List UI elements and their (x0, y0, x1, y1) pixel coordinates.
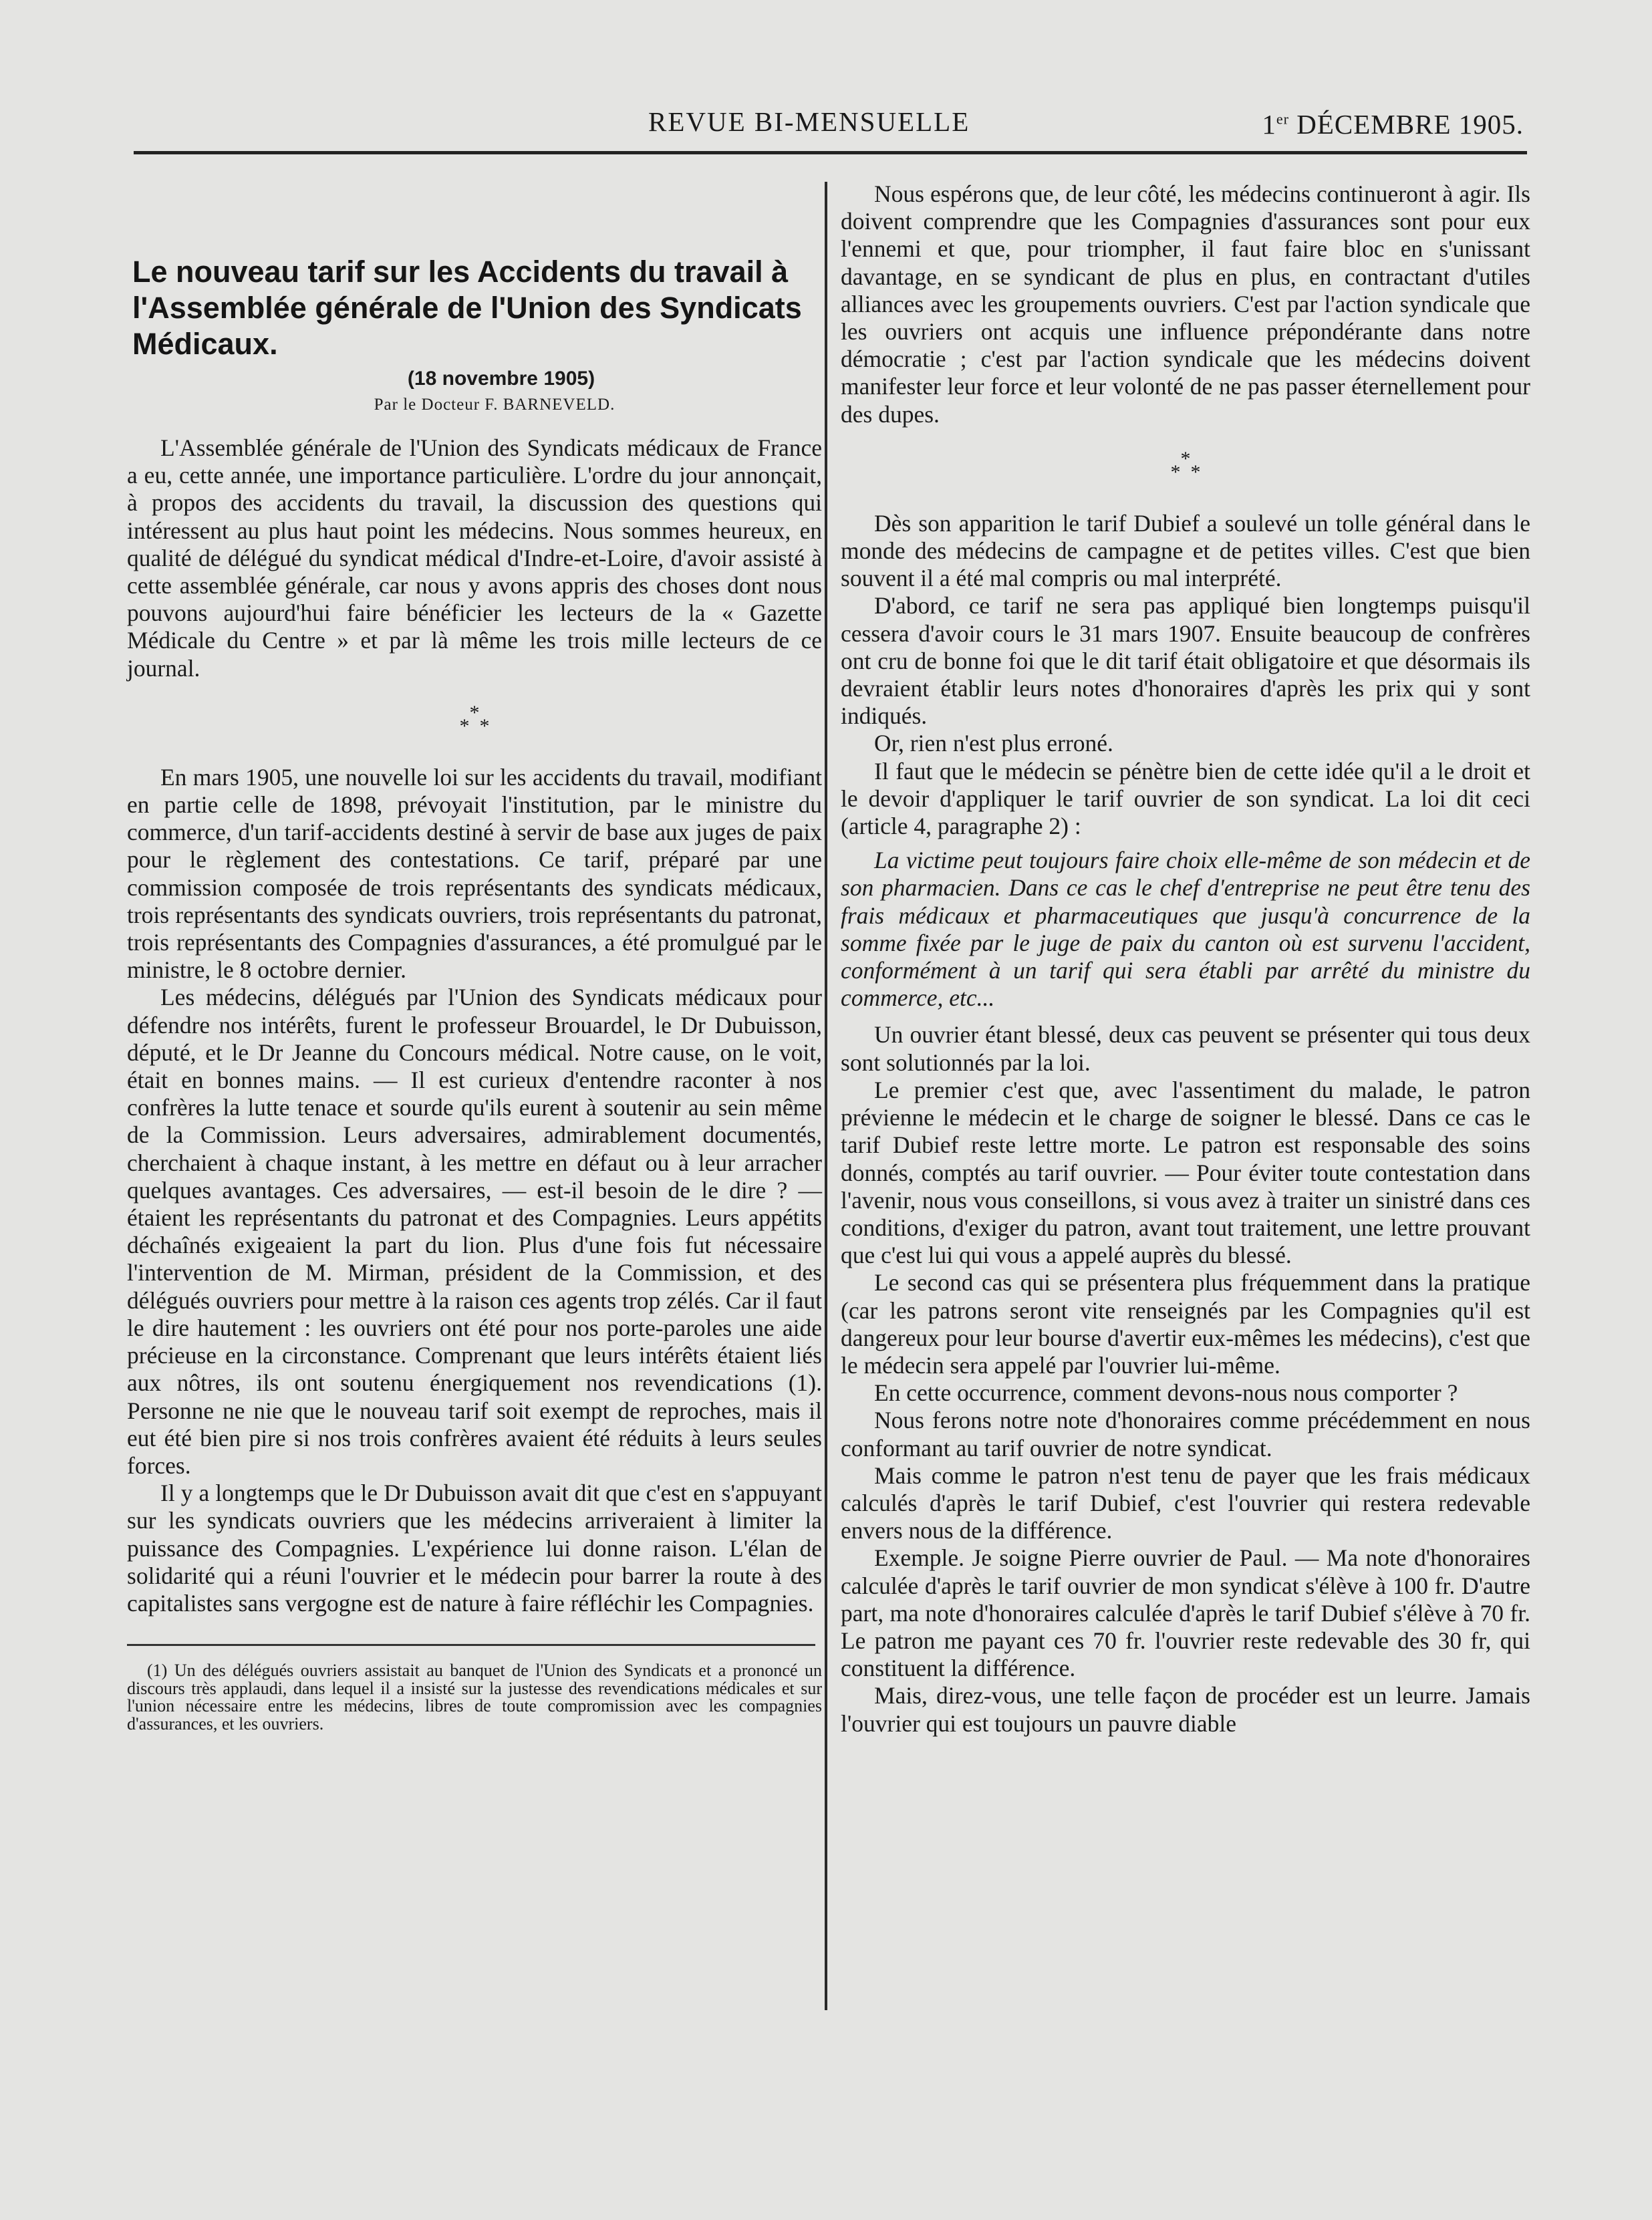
left-column (127, 180, 822, 1733)
paragraph: En mars 1905, une nouvelle loi sur les accidents du travail, modifiant en partie celle de 1898, prévoyait l'institution, par le ministre du commerce, d'un tarif-accidents destiné à servir de base aux juges de paix pour le règlement des contestations. Ce tarif, préparé par une commission composée de trois représentants des syndicats médicaux, trois représentants des syndicats ouvriers, trois représentants du patronat, trois représentants des Compagnies d'assurances, a été promulgué par le ministre, le 8 octobre dernier. (127, 763, 822, 984)
paragraph: Mais, direz-vous, une telle façon de procéder est un leurre. Jamais l'ouvrier qui est toujours un pauvre diable (841, 1682, 1530, 1737)
asterism: * * * (459, 701, 490, 737)
footnote-rule (127, 1644, 815, 1646)
paragraph: D'abord, ce tarif ne sera pas appliqué bien longtemps puisqu'il cessera d'avoir cours le 31 mars 1907. Ensuite beaucoup de confrères ont cru de bonne foi que le dit tarif était obligatoire et que désormais ils devraient établir leurs notes d'honoraires d'après les prix qui y sont indiqués. (841, 592, 1530, 730)
law-quote: La victime peut toujours faire choix elle-même de son médecin et de son pharmacien. Dans ce cas le chef d'entreprise ne peut être tenu des frais médicaux et pharmaceutiques que jusqu'à concurrence de la somme fixée par le juge de paix du canton où est survenu l'accident, conformément à un tarif qui sera établi par arrêté du ministre du commerce, etc... (841, 847, 1530, 1012)
paragraph: Dès son apparition le tarif Dubief a soulevé un tolle général dans le monde des médecins de campagne et de petites villes. C'est que bien souvent il a été mal compris ou mal interprété. (841, 509, 1530, 592)
paragraph: Exemple. Je soigne Pierre ouvrier de Paul. — Ma note d'honoraires calculée d'après le tarif ouvrier de mon syndicat s'élève à 100 fr. D'autre part, ma note d'honoraires calculée d'après le tarif Dubief s'élève à 70 fr. Le patron me payant ces 70 fr. l'ouvrier reste redevable des 30 fr, qui constituent la différence. (841, 1544, 1530, 1682)
paragraph: Nous ferons notre note d'honoraires comme précédemment en nous conformant au tarif ouvrier de notre syndicat. (841, 1407, 1530, 1462)
article-byline: Par le Docteur F. BARNEVELD. (374, 396, 615, 414)
column-divider (825, 182, 827, 2010)
asterism: * * * (1170, 447, 1201, 483)
paragraph: Le premier c'est que, avec l'assentiment du malade, le patron prévienne le médecin et le charge de soigner le blessé. Dans ce cas le tarif Dubief reste lettre morte. Le patron est responsable des soins donnés, comptés au tarif ouvrier. — Pour éviter toute contestation dans l'avenir, nous vous conseillons, si vous avez à traiter un sinistré dans ces conditions, d'exiger du patron, avant tout traitement, une lettre prouvant que c'est lui qui vous a appelé auprès du blessé. (841, 1076, 1530, 1269)
paragraph: Il y a longtemps que le Dr Dubuisson avait dit que c'est en s'appuyant sur les syndicats ouvriers que les médecins arriveraient à limiter la puissance des Compagnies. L'expérience lui donne raison. L'élan de solidarité qui a réuni l'ouvrier et le médecin pour barrer la route à des capitalistes sans vergogne est de nature à faire réfléchir les Compagnies. (127, 1480, 822, 1617)
paragraph: Mais comme le patron n'est tenu de payer que les frais médicaux calculés d'après le tarif Dubief, c'est l'ouvrier qui restera redevable envers nous de la différence. (841, 1462, 1530, 1544)
footnote: (1) Un des délégués ouvriers assistait au banquet de l'Union des Syndicats et a prononcé un discours très applaudi, dans lequel il a insisté sur la justesse des revendications médicales et sur l'union nécessaire entre les médecins, libres de toute compromission avec les compagnies d'assurances, et les ouvriers. (127, 1661, 822, 1733)
paragraph: Le second cas qui se présentera plus fréquemment dans la pratique (car les patrons seront vite renseignés par les Compagnies qu'il est dangereux pour leur bourse d'avertir eux-mêmes les médecins), c'est que le médecin sera appelé par l'ouvrier lui-même. (841, 1269, 1530, 1379)
header-rule (134, 151, 1527, 154)
page-header (134, 106, 1524, 146)
paragraph: L'Assemblée générale de l'Union des Syndicats médicaux de France a eu, cette année, une importance particulière. L'ordre du jour annonçait, à propos des accidents du travail, la discussion des questions qui intéressent au plus haut point les médecins. Nous sommes heureux, en qualité de délégué du syndicat médical d'Indre-et-Loire, d'avoir assisté à cette assemblée générale, car nous y avons appris des choses dont nous pouvons aujourd'hui faire bénéficier les lecteurs de la « Gazette Médicale du Centre » et par là même les trois mille lecteurs de ce journal. (127, 434, 822, 682)
issue-date: 1er DÉCEMBRE 1905. (1262, 109, 1524, 140)
right-column (841, 180, 1530, 1738)
article-title: Le nouveau tarif sur les Accidents du travail à l'Assemblée générale de l'Union des Syndicats Médicaux. (132, 255, 802, 361)
article-date: (18 novembre 1905) (407, 368, 595, 390)
paragraph: Or, rien n'est plus erroné. (874, 730, 1113, 757)
paragraph: Les médecins, délégués par l'Union des Syndicats médicaux pour défendre nos intérêts, furent le professeur Brouardel, le Dr Dubuisson, député, et le Dr Jeanne du Concours médical. Notre cause, on le voit, était en bonnes mains. — Il est curieux d'entendre raconter à nos confrères la lutte tenace et sourde qu'ils eurent à soutenir au sein même de la Commission. Leurs adversaires, admirablement documentés, cherchaient à chaque instant, à les mettre en défaut ou à leur arracher quelques avantages. Ces adversaires, — est-il besoin de le dire ? — étaient les représentants du patronat et des Compagnies. Leurs appétits déchaînés exigeaient la part du lion. Plus d'une fois fut nécessaire l'intervention de M. Mirman, président de la Commission, et des délégués ouvriers pour mettre à la raison ces agents trop zélés. Car il faut le dire hautement : les ouvriers ont été pour nos porte-paroles une aide précieuse en la circonstance. Comprenant que leurs intérêts étaient liés aux nôtres, ils ont soutenu énergiquement nos revendications (1). Personne ne nie que le nouveau tarif soit exempt de reproches, mais il eut été bien pire si nos trois confrères avaient été réduits à leurs seules forces. (127, 984, 822, 1479)
paragraph: En cette occurrence, comment devons-nous nous comporter ? (874, 1379, 1458, 1407)
paragraph: Nous espérons que, de leur côté, les médecins continueront à agir. Ils doivent comprendre que les Compagnies d'assurances sont pour eux l'ennemi et que, pour triompher, il faut faire bloc en s'unissant davantage, en se syndicant de plus en plus, en contractant d'utiles alliances avec les groupements ouvriers. C'est par l'action syndicale que les ouvriers ont acquis une influence prépondérante dans notre démocratie ; c'est par l'action syndicale que les médecins doivent manifester leur force et leur volonté de ne pas passer éternellement pour des dupes. (841, 180, 1530, 428)
paragraph: Un ouvrier étant blessé, deux cas peuvent se présenter qui tous deux sont solutionnés par la loi. (841, 1021, 1530, 1076)
publication-title: REVUE BI-MENSUELLE (648, 106, 970, 137)
paragraph: Il faut que le médecin se pénètre bien de cette idée qu'il a le droit et le devoir d'appliquer le tarif ouvrier de son syndicat. La loi dit ceci (article 4, paragraphe 2) : (841, 757, 1530, 840)
